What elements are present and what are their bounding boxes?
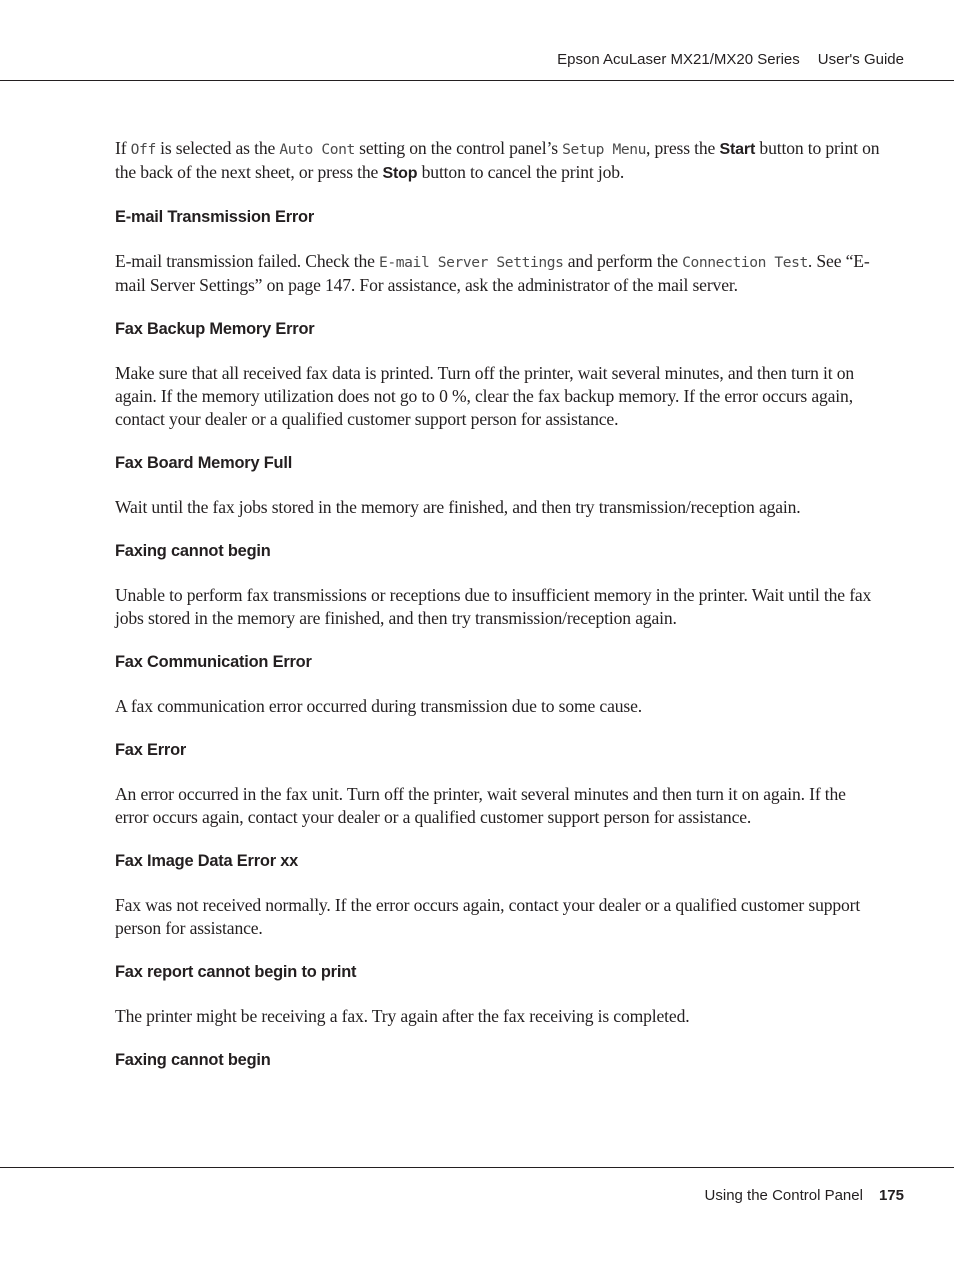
heading-fax-error: Fax Error — [115, 741, 187, 759]
fax-error-paragraph: An error occurred in the fax unit. Turn off the printer, wait several minutes and then turn it on again. If the error occurs again, contact your dealer or a qualified customer support person for assistance. — [115, 784, 846, 827]
faxing-cannot-begin-paragraph: Unable to perform fax transmissions or receptions due to insufficient memory in the printer. Wait until the fax jobs stored in the memory are finished, and then try transmission/reception again. — [115, 585, 872, 628]
fax-backup-paragraph: Make sure that all received fax data is printed. Turn off the printer, wait several minutes, and then turn it on again. If the memory utilization does not go to 0 %, clear the fax backup memory. If the error occurs again, contact your dealer or a qualified customer support person for assistance. — [115, 363, 854, 429]
menu-name-setup-menu: Setup Menu — [562, 141, 647, 158]
footer-rule — [0, 1167, 954, 1168]
menu-connection-test: Connection Test — [682, 254, 808, 271]
heading-fax-backup-memory-error: Fax Backup Memory Error — [115, 320, 315, 338]
fax-report-paragraph: The printer might be receiving a fax. Try again after the fax receiving is completed. — [115, 1006, 690, 1026]
menu-value-off: Off — [130, 141, 156, 158]
fax-image-paragraph: Fax was not received normally. If the error occurs again, contact your dealer or a qualified customer support person for assistance. — [115, 895, 861, 938]
running-header — [557, 51, 904, 68]
header-product: Epson AcuLaser MX21/MX20 Series — [557, 51, 800, 68]
heading-faxing-cannot-begin: Faxing cannot begin — [115, 542, 271, 560]
button-name-stop: Stop — [382, 165, 418, 182]
heading-fax-image-data-error: Fax Image Data Error xx — [115, 852, 299, 870]
heading-faxing-cannot-begin-2: Faxing cannot begin — [115, 1051, 271, 1069]
running-footer — [705, 1187, 904, 1204]
fax-communication-paragraph: A fax communication error occurred during transmission due to some cause. — [115, 696, 642, 716]
menu-email-server-settings: E-mail Server Settings — [379, 254, 564, 271]
header-guide: User's Guide — [817, 51, 904, 68]
fax-board-paragraph: Wait until the fax jobs stored in the memory are finished, and then try transmission/reception again. — [115, 497, 801, 517]
page-number: 175 — [878, 1187, 904, 1204]
heading-fax-board-memory-full: Fax Board Memory Full — [115, 454, 293, 472]
intro-paragraph: If Off is selected as the Auto Cont setting on the control panel’s Setup Menu, press the Start button to print on the back of the next sheet, or press the Stop button to cancel the print job. — [115, 138, 880, 182]
heading-fax-report-cannot-begin: Fax report cannot begin to print — [115, 963, 357, 981]
footer-section-name: Using the Control Panel — [704, 1187, 863, 1204]
button-name-start: Start — [719, 141, 756, 158]
heading-email-transmission-error: E-mail Transmission Error — [115, 208, 315, 226]
menu-setting-auto-cont: Auto Cont — [279, 141, 355, 158]
page-content — [115, 137, 883, 1093]
heading-fax-communication-error: Fax Communication Error — [115, 653, 312, 671]
header-rule — [0, 80, 954, 81]
email-transmission-paragraph: E-mail transmission failed. Check the E-mail Server Settings and perform the Connection Test. See “E-mail Server Settings” on page 147. For assistance, ask the administrator of the mail server. — [115, 251, 870, 295]
